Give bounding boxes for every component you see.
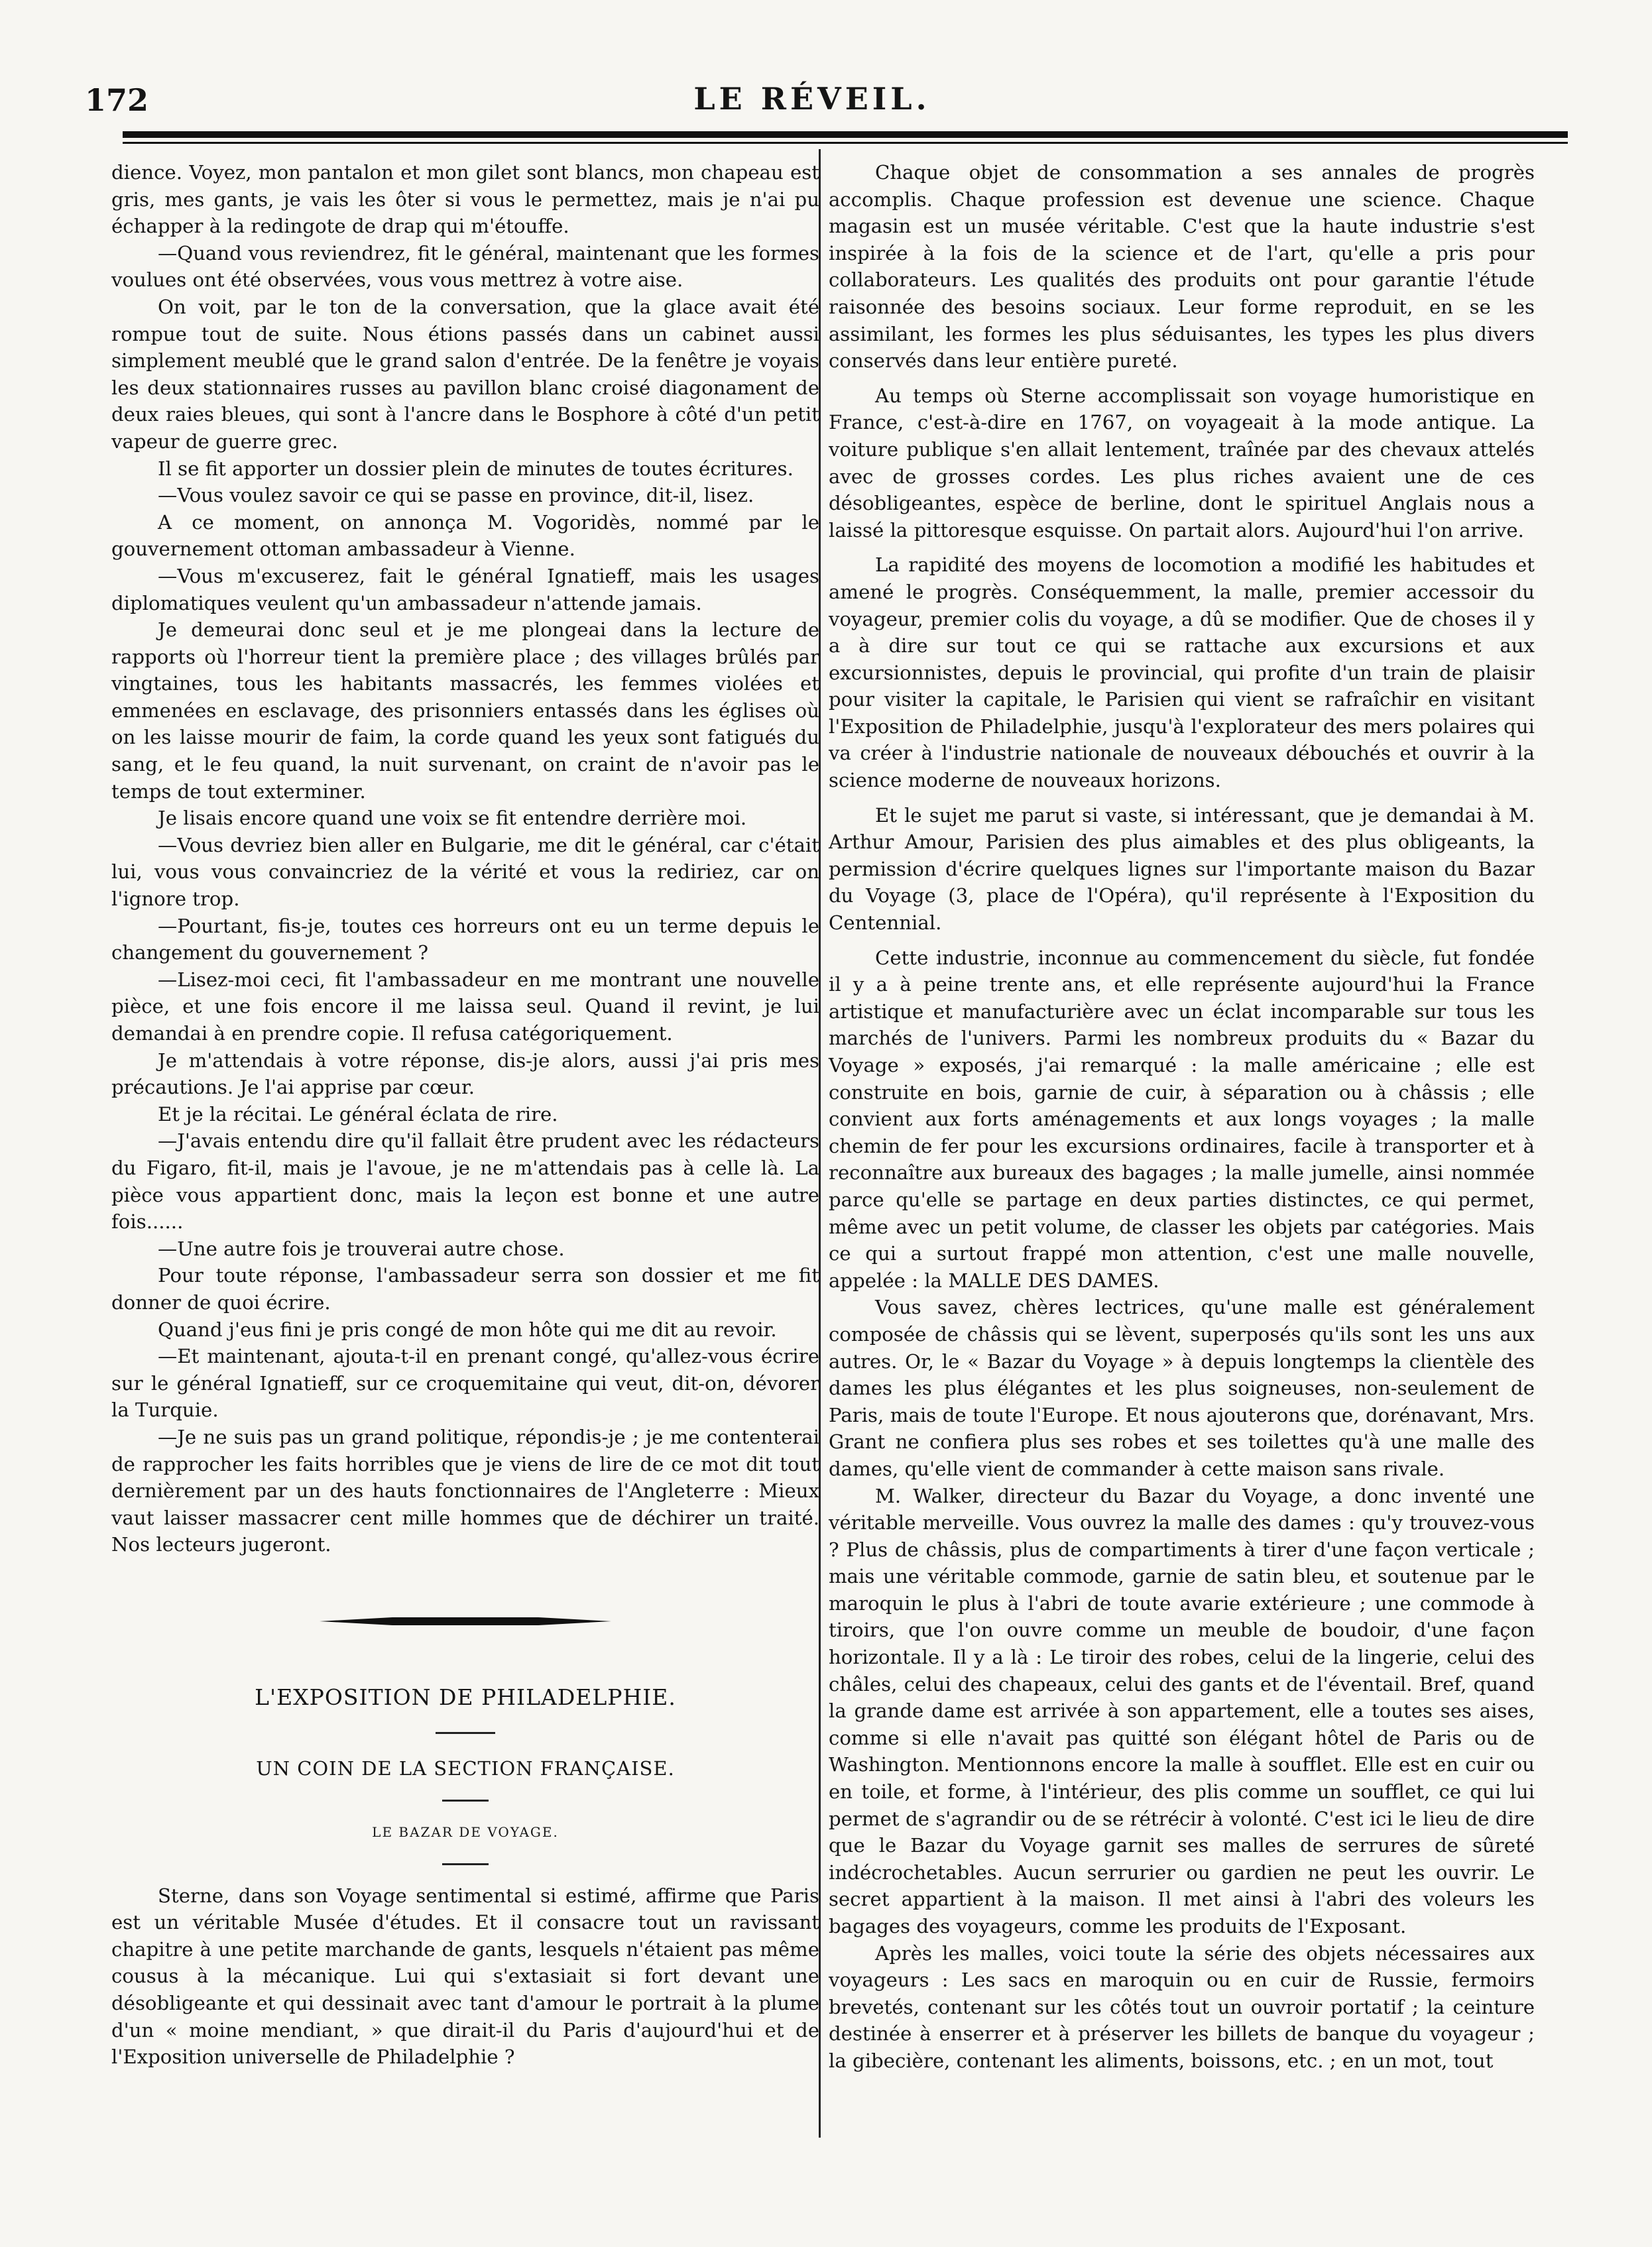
paragraph: —Quand vous reviendrez, fit le général, maintenant que les formes voulues ont été observées, vous vous mettrez à votre aise. (111, 241, 819, 292)
paragraph: Au temps où Sterne accomplissait son voyage humoristique en France, c'est-à-dire en 1767, on voyageait à la mode antique. La voiture publique s'en allait lentement, traînée par des chevaux attelés avec de grosses cordes. Les plus riches avaient une de ces désobligeantes, espèce de berline, dont le spirituel Anglais nous a laissé la pittoresque esquisse. On partait alors. Aujourd'hui l'on arrive. (829, 384, 1535, 542)
paragraph: Après les malles, voici toute la série des objets nécessaires aux voyageurs : Les sacs en maroquin ou en cuir de Russie, fermoirs brevetés, contenant sur les côtés tout un ouvroir portatif ; la ceinture destinée à enserrer et à préserver les billets de banque du voyageur ; la gibecière, contenant les aliments, boissons, etc. ; en un mot, tout (829, 1941, 1535, 2072)
section-title: L'EXPOSITION DE PHILADELPHIE. (255, 1684, 676, 1710)
paragraph: —J'avais entendu dire qu'il fallait être prudent avec les rédacteurs du Figaro, fit-il, mais je l'avoue, je ne m'attendais pas à celle là. La pièce vous appartient donc, mais la leçon est bonne et une autre fois...... (111, 1129, 819, 1234)
left-column (111, 159, 819, 2071)
paragraph: Je demeurai donc seul et je me plongeai dans la lecture de rapports où l'horreur tient la première place ; des villages brûlés par vingtaines, tous les habitants massacrés, les femmes violées et emmenées en esclavage, des prisonniers entassés dans les églises où on les laisse mourir de faim, la corde quand les yeux sont fatigués du sang, et le feu quand, la nuit survenant, on craint de n'avoir pas le temps de tout exterminer. (111, 618, 819, 803)
section-ornament (320, 1610, 611, 1633)
paragraph: —Lisez-moi ceci, fit l'ambassadeur en me montrant une nouvelle pièce, et une fois encore il me laissa seul. Quand il revint, je lui demandai à en prendre copie. Il refusa catégoriquement. (111, 968, 819, 1045)
paragraph: Et je la récitai. Le général éclata de rire. (158, 1102, 558, 1125)
header-rule-thick (123, 131, 1568, 138)
header-rule-thin (123, 142, 1568, 144)
paragraph: Quand j'eus fini je pris congé de mon hôte qui me dit au revoir. (158, 1318, 777, 1341)
subsection-title: UN COIN DE LA SECTION FRANÇAISE. (256, 1757, 675, 1780)
paragraph: Je lisais encore quand une voix se fit entendre derrière moi. (158, 807, 747, 830)
heading-rule (442, 1863, 489, 1865)
paragraph: dience. Voyez, mon pantalon et mon gilet sont blancs, mon chapeau est gris, mes gants, je vais les ôter si vous le permettez, mais je n'ai pu échapper à la redingote de drap qui m'étouffe. (111, 161, 819, 238)
paragraph: Cette industrie, inconnue au commencement du siècle, fut fondée il y a à peine trente ans, et elle représente aujourd'hui la France artistique et manufacturière avec un éclat incomparable sur tous les marchés de l'univers. Parmi les nombreux produits du « Bazar du Voyage » exposés, j'ai remarqué : la malle américaine ; elle est construite en bois, garnie de cuir, à séparation ou à châssis ; elle convient aux forts aménagements et aux longs voyages ; la malle chemin de fer pour les excursions ordinaires, facile à transporter et à reconnaître aux bureaux des bagages ; la malle jumelle, ainsi nommée parce qu'elle se partage en deux parties distinctes, ce qui permet, même avec un petit volume, de classer les objets par catégories. Mais ce qui a surtout frappé mon attention, c'est une malle nouvelle, appelée : la MALLE DES DAMES. (829, 946, 1535, 1292)
paragraph: On voit, par le ton de la conversation, que la glace avait été rompue tout de suite. Nous étions passés dans un cabinet aussi simplement meublé que le grand salon d'entrée. De la fenêtre je voyais les deux stationnaires russes au pavillon blanc croisé diagonament de deux raies bleues, qui sont à l'ancre dans le Bosphore à côté d'un petit vapeur de guerre grec. (111, 295, 819, 453)
paragraph: —Pourtant, fis-je, toutes ces horreurs ont eu un terme depuis le changement du gouvernement ? (111, 914, 819, 964)
paragraph: La rapidité des moyens de locomotion a modifié les habitudes et amené le progrès. Conséquemment, la malle, premier accessoir du voyageur, premier colis du voyage, a dû se modifier. Que de choses il y a à dire sur tout ce qui se rattache aux excursions et aux excursionnistes, depuis le provincial, qui profite d'un train de plaisir pour visiter la capitale, le Parisien qui vient se rafraîchir en visitant l'Exposition de Philadelphie, jusqu'à l'explorateur des mers polaires qui va créer à l'industrie nationale de nouveaux débouchés et ouvrir à la science moderne de nouveaux horizons. (829, 553, 1535, 792)
paragraph: A ce moment, on annonça M. Vogoridès, nommé par le gouvernement ottoman ambassadeur à Vienne. (111, 510, 819, 561)
page-number: 172 (85, 82, 149, 118)
subtitle-rule (442, 1800, 489, 1802)
paragraph: Il se fit apporter un dossier plein de minutes de toutes écritures. (158, 457, 794, 480)
paragraph: —Je ne suis pas un grand politique, répondis-je ; je me contenterai de rapprocher les faits horribles que je viens de lire de ce mot dit tout dernièrement par un des hauts fonctionnaires de l'Angleterre : Mieux vaut laisser massacrer cent mille hommes que de déchirer un traité. Nos lecteurs jugeront. (111, 1425, 819, 1556)
page-header (80, 78, 1545, 125)
paragraph: —Et maintenant, ajouta-t-il en prenant congé, qu'allez-vous écrire sur le général Ignatieff, sur ce croquemitaine qui veut, dit-on, dévorer la Turquie. (111, 1345, 819, 1422)
paragraph: Et le sujet me parut si vaste, si intéressant, que je demandai à M. Arthur Amour, Parisien des plus aimables et des plus obligeants, la permission d'écrire quelques lignes sur l'importante maison du Bazar du Voyage (3, place de l'Opéra), qu'il représente à l'Exposition du Centennial. (829, 803, 1535, 935)
paragraph: Pour toute réponse, l'ambassadeur serra son dossier et me fit donner de quoi écrire. (111, 1264, 819, 1314)
paragraph: Chaque objet de consommation a ses annales de progrès accomplis. Chaque profession est devenue une science. Chaque magasin est un musée véritable. C'est que la haute industrie s'est inspirée à la fois de la science et de l'art, qu'elle a pris pour collaborateurs. Les qualités des produits ont pour garantie l'étude raisonnée des besoins sociaux. Leur forme reproduit, en se les assimilant, les formes les plus séduisantes, les types les plus divers conservés dans leur entière pureté. (829, 161, 1535, 373)
paragraph: Vous savez, chères lectrices, qu'une malle est généralement composée de châssis qui se lèvent, superposés qu'ils sont les uns aux autres. Or, le « Bazar du Voyage » à depuis longtemps la clientèle des dames les plus élégantes et les plus soigneuses, non-seulement de Paris, mais de toute l'Europe. Et nous ajouterons que, dorénavant, Mrs. Grant ne confiera plus ses robes et ses toilettes qu'à une malle des dames, qu'elle vient de commander à cette maison sans rivale. (829, 1296, 1535, 1480)
paragraph: Je m'attendais à votre réponse, dis-je alors, aussi j'ai pris mes précautions. Je l'ai apprise par cœur. (111, 1049, 819, 1099)
journal-title: LE RÉVEIL. (693, 81, 931, 117)
right-column (829, 159, 1535, 2075)
title-rule (436, 1732, 495, 1734)
paragraph: —Vous devriez bien aller en Bulgarie, me dit le général, car c'était lui, vous vous convaincriez de la vérité et vous la rediriez, car on l'ignore trop. (111, 833, 819, 911)
paragraph: —Vous voulez savoir ce qui se passe en province, dit-il, lisez. (158, 484, 754, 507)
paragraph: —Une autre fois je trouverai autre chose. (158, 1237, 565, 1260)
paragraph: M. Walker, directeur du Bazar du Voyage, a donc inventé une véritable merveille. Vous ouvrez la malle des dames : qu'y trouvez-vous ? Plus de châssis, plus de compartiments à tirer d'une façon verticale ; mais une véritable commode, garnie de satin bleu, et soutenue par le maroquin le plus à l'abri de toute avarie extérieure ; une commode à tiroirs, que l'on ouvre comme un meuble de boudoir, d'une façon horizontale. Il y a là : Le tiroir des robes, celui de la lingerie, celui des châles, celui des chapeaux, celui des gants et de l'éventail. Bref, quand la grande dame est arrivée à son appartement, elle a toutes ses aises, comme si elle n'avait pas quitté son élégant hôtel de Paris ou de Washington. Mentionnons encore la malle à soufflet. Elle est en cuir ou en toile, et forme, à l'intérieur, des plis comme un soufflet, ce qui lui permet de s'agrandir ou de se rétrécir à volonté. C'est ici le lieu de dire que le Bazar du Voyage garnit ses malles de serrures de sûreté indécrochetables. Aucun serrurier ou gardien ne peut les ouvrir. Le secret appartient à la maison. Il met ainsi à l'abri des voleurs les bagages des voyageurs, comme les produits de l'Exposant. (829, 1484, 1535, 1937)
article-paragraph: Sterne, dans son Voyage sentimental si estimé, affirme que Paris est un véritable Musée d'études. Et il consacre tout un ravissant chapitre à une petite marchande de gants, lesquels n'étaient pas même cousus à la mécanique. Lui qui s'extasiait si fort devant une désobligeante et qui dessinait avec tant d'amour le portrait à la plume d'un « moine mendiant, » que dirait-il du Paris d'aujourd'hui et de l'Exposition universelle de Philadelphie ? (111, 1884, 819, 2069)
paragraph: —Vous m'excuserez, fait le général Ignatieff, mais les usages diplomatiques veulent qu'un ambassadeur n'attende jamais. (111, 564, 819, 614)
minor-heading: LE BAZAR DE VOYAGE. (372, 1824, 559, 1841)
